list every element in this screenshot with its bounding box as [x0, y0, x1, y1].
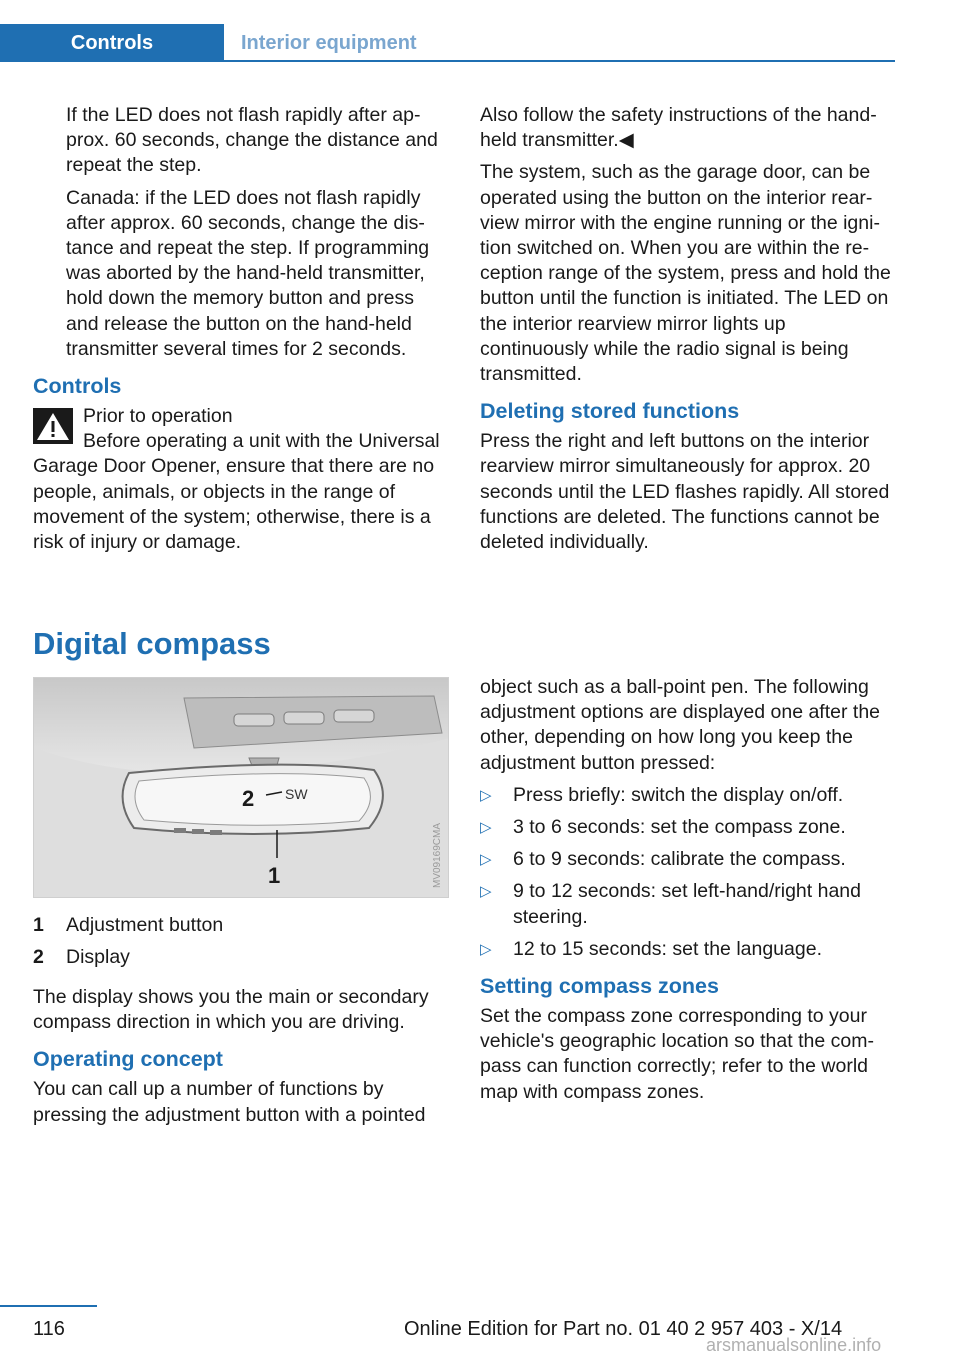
paragraph: Canada: if the LED does not flash rapidly after approx. 60 seconds, change the dis‐tance and repeat the step. If programming was aborted by the hand-held transmitter, hold down the memory button and press and release the button on the hand-held transmitter several times for 2 seconds. [66, 186, 430, 360]
list-item: ▷ 3 to 6 seconds: set the compass zone. [480, 815, 895, 840]
bullet-triangle-icon: ▷ [480, 883, 492, 901]
paragraph: Also follow the safety instructions of the hand-held transmitter.◀ [480, 104, 877, 152]
legend-text: Adjustment button [66, 914, 224, 936]
section-heading-operating-concept: Operating concept [33, 1047, 223, 1072]
figure-label-2: 2 [242, 786, 255, 811]
footer-divider [0, 1305, 97, 1307]
list-item: ▷ 12 to 15 seconds: set the language. [480, 937, 895, 962]
legend-number: 1 [33, 914, 44, 936]
bullet-triangle-icon: ▷ [480, 819, 492, 837]
mirror-figure [33, 677, 449, 898]
chapter-header [0, 24, 895, 62]
bullet-triangle-icon: ▷ [480, 851, 492, 869]
legend-number: 2 [33, 946, 44, 968]
right-column-top [480, 103, 895, 562]
bullet-triangle-icon: ▷ [480, 786, 492, 804]
figure-legend [33, 909, 449, 973]
left-column-bottom [33, 985, 449, 1135]
legend-item [33, 941, 449, 973]
legend-text: Display [66, 946, 130, 968]
figure-label-1: 1 [268, 863, 281, 888]
mirror-illustration [34, 678, 449, 898]
tab-controls[interactable]: Controls [0, 24, 224, 62]
paragraph: If the LED does not flash rapidly after ap‐prox. 60 seconds, change the distance and repeat the step. [66, 104, 438, 177]
paragraph: Press the right and left buttons on the interior rearview mirror simultaneously for approx. 20 seconds until the LED flashes rapidly. All stored functions are deleted. The functions cannot be deleted individually. [480, 430, 890, 554]
list-item: ▷ 9 to 12 seconds: set left-hand/right hand steering. [480, 880, 861, 928]
options-list [480, 783, 895, 962]
legend-item [33, 909, 449, 941]
warning-text: Garage Door Opener, ensure that there are no people, animals, or objects in the range of movement of the system; otherwise, there is a risk of injury or damage. [33, 455, 435, 554]
bullet-triangle-icon: ▷ [480, 940, 492, 958]
page-number: 116 [33, 1318, 65, 1340]
warning-triangle-icon [33, 408, 73, 444]
edition-note: Online Edition for Part no. 01 40 2 957 403 - X/14 [404, 1318, 843, 1340]
warning-box [33, 404, 449, 555]
list-item: ▷ Press briefly: switch the display on/off. [480, 783, 895, 808]
watermark: arsmanualsonline.info [706, 1335, 882, 1355]
section-heading-deleting: Deleting stored functions [480, 399, 740, 424]
figure-code: MV09169CMA [432, 822, 443, 888]
list-item: ▷ 6 to 9 seconds: calibrate the compass. [480, 847, 895, 872]
figure-display-text: SW [285, 786, 308, 802]
paragraph: object such as a ball-point pen. The following adjustment options are displayed one after the other, depending on how long you keep the adjustment button pressed: [480, 676, 881, 774]
paragraph: Set the compass zone corresponding to your vehicle's geographic location so that the com‐pass can function correctly; refer to the world map with compass zones. [480, 1005, 874, 1103]
paragraph: The system, such as the garage door, can be operated using the button on the interior rear‐view mirror with the engine running or the igni‐tion switched on. When you are within the re‐ception range of the system, press and hold the button until the function is initiated. The LED on the interior rearview mirror lights up continuously while the radio signal is being transmitted. [480, 161, 891, 386]
paragraph: You can call up a number of functions by pressing the adjustment button with a pointed [33, 1078, 426, 1126]
section-heading-controls: Controls [33, 374, 122, 399]
warning-title: Prior to operation [83, 405, 233, 428]
chapter-heading-digital-compass: Digital compass [33, 626, 271, 661]
left-column-top [33, 103, 449, 555]
paragraph: The display shows you the main or secondary compass direction in which you are driving. [33, 986, 429, 1034]
right-column-bottom [480, 675, 895, 1112]
section-heading-compass-zones: Setting compass zones [480, 974, 719, 999]
tab-interior-equipment[interactable]: Interior equipment [241, 32, 417, 54]
warning-text-first-line: Before operating a unit with the Universal [83, 430, 440, 453]
header-divider [224, 60, 895, 62]
